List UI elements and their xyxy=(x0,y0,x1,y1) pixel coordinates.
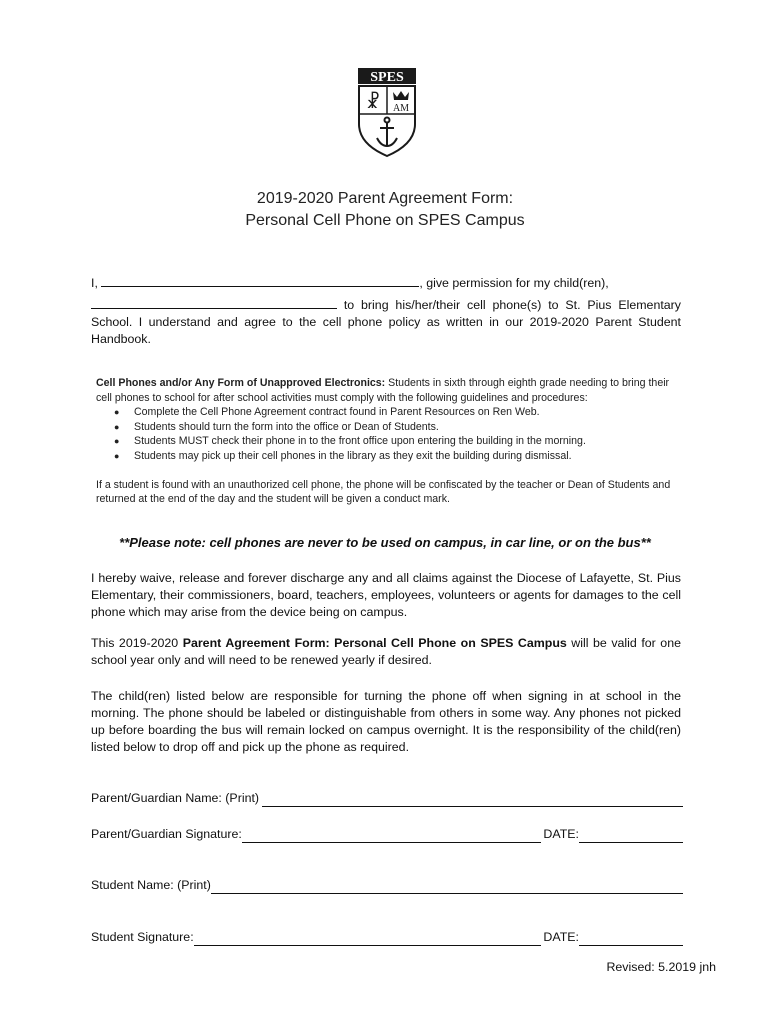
validity-paragraph xyxy=(91,635,681,669)
title-line-2: Personal Cell Phone on SPES Campus xyxy=(245,212,525,229)
policy-excerpt xyxy=(96,376,681,507)
list-item: ● Students MUST check their phone in to the front office upon entering the building in the morning. xyxy=(114,434,681,449)
waiver-paragraph: I hereby waive, release and forever discharge any and all claims against the Diocese of Lafayette, St. Pius Elementary, their commissioners, board, teachers, employees, volunteers or agents for damages to the cell phone which may arise from the device being on campus. xyxy=(91,571,681,619)
parent-name-input-line[interactable] xyxy=(262,793,683,807)
validity-prefix: This 2019-2020 xyxy=(91,636,183,650)
page-title xyxy=(0,188,770,232)
crest-monogram: AM xyxy=(392,103,410,114)
policy-heading: Cell Phones and/or Any Form of Unapproved Electronics: xyxy=(96,377,386,389)
parent-signature-field xyxy=(91,826,683,843)
parent-date-label: DATE: xyxy=(543,827,579,841)
school-crest-icon xyxy=(355,66,419,158)
student-name-input-line[interactable] xyxy=(211,880,683,894)
child-name-blank[interactable] xyxy=(91,296,337,309)
title-line-1: 2019-2020 Parent Agreement Form: xyxy=(256,190,514,207)
student-signature-input-line[interactable] xyxy=(194,932,542,946)
permission-suffix: to bring his/her/their cell phone(s) to St. Pius Elementary School. I understand and agree to the cell phone policy as written in our 2019-2020 Parent Student Handbook. xyxy=(91,298,681,346)
policy-intro: Students in sixth through eighth grade needing to bring their cell phones to school for after school activities must comply with the following guidelines and procedures: xyxy=(96,377,670,404)
important-note: **Please note: cell phones are never to be used on campus, in car line, or on the bus** xyxy=(119,535,651,550)
student-name-label: Student Name: (Print) xyxy=(91,878,211,892)
responsibility-paragraph: The child(ren) listed below are responsible for turning the phone off when signing in at school in the morning. The phone should be labeled or distinguishable from others in some way. Any phones not picked up before boarding the bus will remain locked on campus overnight. It is the responsibility of the child(ren) listed below to drop off and pick up the phone as required. xyxy=(91,689,681,754)
list-item: ● Complete the Cell Phone Agreement contract found in Parent Resources on Ren Web. xyxy=(114,405,681,420)
parent-name-field xyxy=(91,790,683,807)
validity-form-name: Parent Agreement Form: Personal Cell Phone on SPES Campus xyxy=(182,636,567,650)
parent-signature-input-line[interactable] xyxy=(242,829,542,843)
student-name-field xyxy=(91,877,683,894)
parent-name-blank[interactable] xyxy=(101,274,419,287)
parent-date-input-line[interactable] xyxy=(579,829,683,843)
parent-name-label: Parent/Guardian Name: (Print) xyxy=(91,791,263,805)
student-date-input-line[interactable] xyxy=(579,932,683,946)
list-item: ● Students should turn the form into the office or Dean of Students. xyxy=(114,420,681,435)
student-signature-label: Student Signature: xyxy=(91,930,194,944)
policy-consequence: If a student is found with an unauthorized cell phone, the phone will be confiscated by the teacher or Dean of Students and returned at the end of the day and the student will be given a conduct mark. xyxy=(96,478,671,506)
chi-rho-icon: ☧ xyxy=(365,92,381,113)
revised-footer: Revised: 5.2019 jnh xyxy=(606,960,716,974)
permission-prefix: I, xyxy=(91,276,102,290)
policy-list xyxy=(96,405,681,463)
school-crest xyxy=(355,66,419,158)
crest-banner-text: SPES xyxy=(370,70,404,85)
validity-suffix: will be valid for one school year only and will need to be renewed yearly if desired. xyxy=(91,636,681,667)
parent-signature-label: Parent/Guardian Signature: xyxy=(91,827,242,841)
list-item: ● Students may pick up their cell phones in the library as they exit the building during dismissal. xyxy=(114,449,681,464)
permission-middle: , give permission for my child(ren), xyxy=(419,276,609,290)
permission-paragraph xyxy=(91,274,681,348)
student-signature-field xyxy=(91,929,683,946)
student-date-label: DATE: xyxy=(543,930,579,944)
